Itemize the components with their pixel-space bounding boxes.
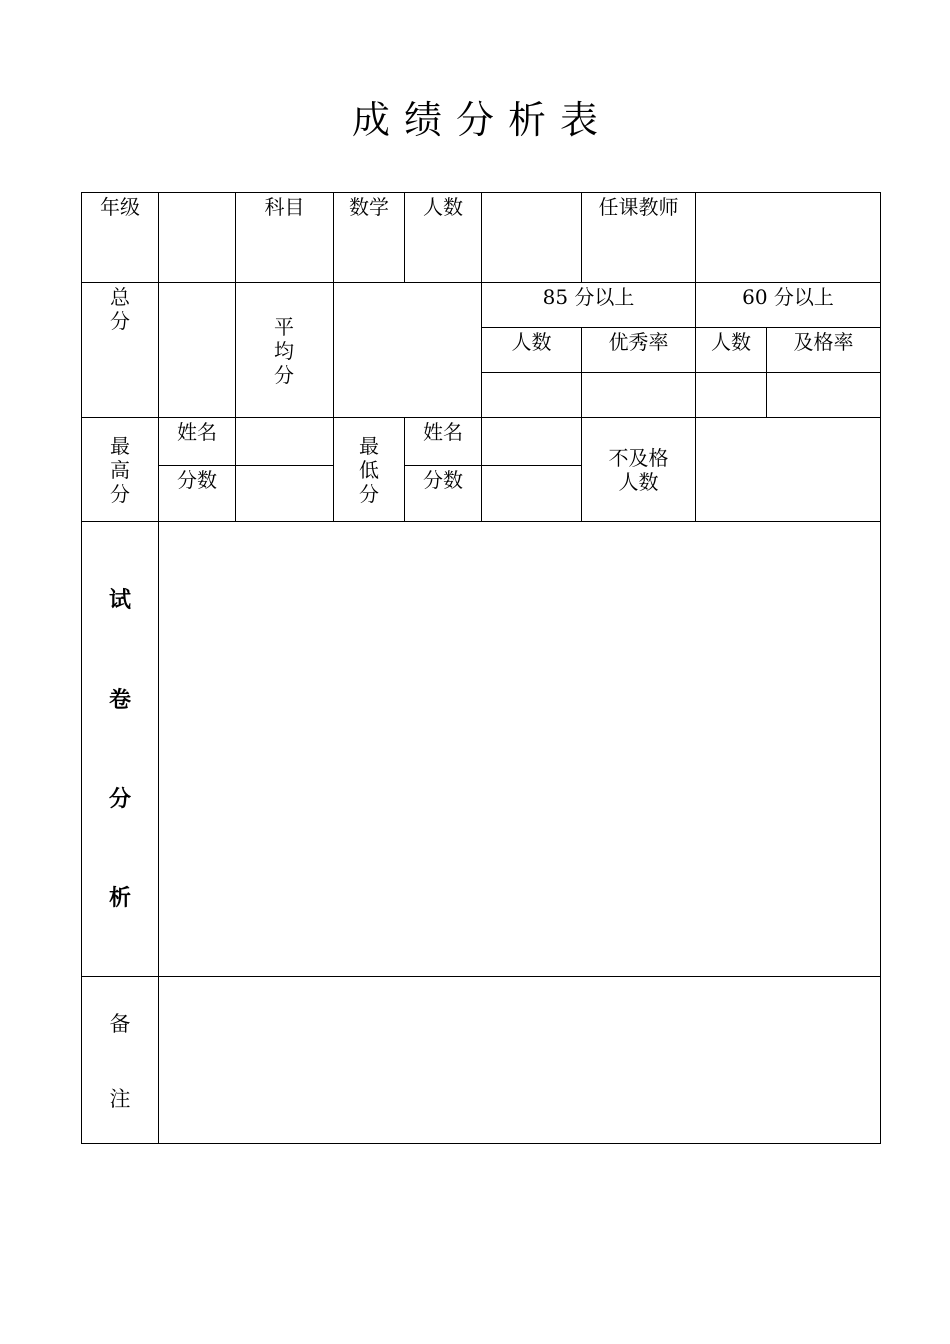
lowest-score-value-label: 分数 <box>423 468 463 492</box>
count-85-label: 人数 <box>511 330 552 354</box>
lowest-score-value-cell[interactable] <box>482 466 581 521</box>
excellent-rate-value-cell[interactable] <box>582 373 695 417</box>
highest-name-value-cell[interactable] <box>236 418 333 465</box>
above-60-label: 60 分以上 <box>742 285 834 309</box>
grade-label: 年级 <box>100 195 140 219</box>
remarks-content-area[interactable] <box>159 977 880 1143</box>
pass-rate-value-cell[interactable] <box>767 373 880 417</box>
student-count-label: 人数 <box>423 195 463 219</box>
analysis-label-char: 析 <box>108 885 131 911</box>
highest-score-value-cell[interactable] <box>236 466 333 521</box>
count-60-label: 人数 <box>711 330 751 354</box>
average-score-label: 平均分 <box>274 315 294 387</box>
remarks-label-char: 注 <box>109 1087 131 1111</box>
lowest-score-label: 最低分 <box>359 434 379 506</box>
analysis-content-area[interactable] <box>159 522 880 976</box>
fail-count-label-line1: 不及格 <box>608 446 669 470</box>
pass-rate-label: 及格率 <box>793 330 854 354</box>
total-score-value-cell[interactable] <box>159 283 235 417</box>
fail-count-label-line2: 人数 <box>618 470 659 494</box>
grade-value-cell[interactable] <box>159 193 235 282</box>
excellent-rate-label: 优秀率 <box>608 330 669 354</box>
remarks-label-char: 备 <box>109 1012 131 1036</box>
analysis-label-char: 试 <box>108 587 131 613</box>
subject-value: 数学 <box>349 195 389 219</box>
page-title: 成绩分析表 <box>351 98 612 142</box>
teacher-label: 任课教师 <box>598 195 679 219</box>
lowest-name-label: 姓名 <box>423 420 463 444</box>
analysis-label-char: 分 <box>108 786 131 812</box>
student-count-value-cell[interactable] <box>482 193 581 282</box>
analysis-label-char: 卷 <box>108 687 131 713</box>
lowest-name-value-cell[interactable] <box>482 418 581 465</box>
highest-score-label: 最高分 <box>110 434 130 506</box>
row-divider <box>481 327 881 328</box>
count-60-value-cell[interactable] <box>696 373 766 417</box>
subject-label: 科目 <box>264 195 305 219</box>
highest-score-value-label: 分数 <box>177 468 217 492</box>
above-85-label: 85 分以上 <box>542 285 635 309</box>
fail-count-value-cell[interactable] <box>696 418 880 521</box>
highest-name-label: 姓名 <box>177 420 217 444</box>
table-border-bottom <box>81 1143 881 1144</box>
count-85-value-cell[interactable] <box>482 373 581 417</box>
average-score-value-cell[interactable] <box>334 283 481 417</box>
table-border-right <box>880 192 881 1144</box>
total-score-label: 总分 <box>110 285 130 333</box>
teacher-value-cell[interactable] <box>696 193 880 282</box>
table-border-left <box>81 192 82 1144</box>
